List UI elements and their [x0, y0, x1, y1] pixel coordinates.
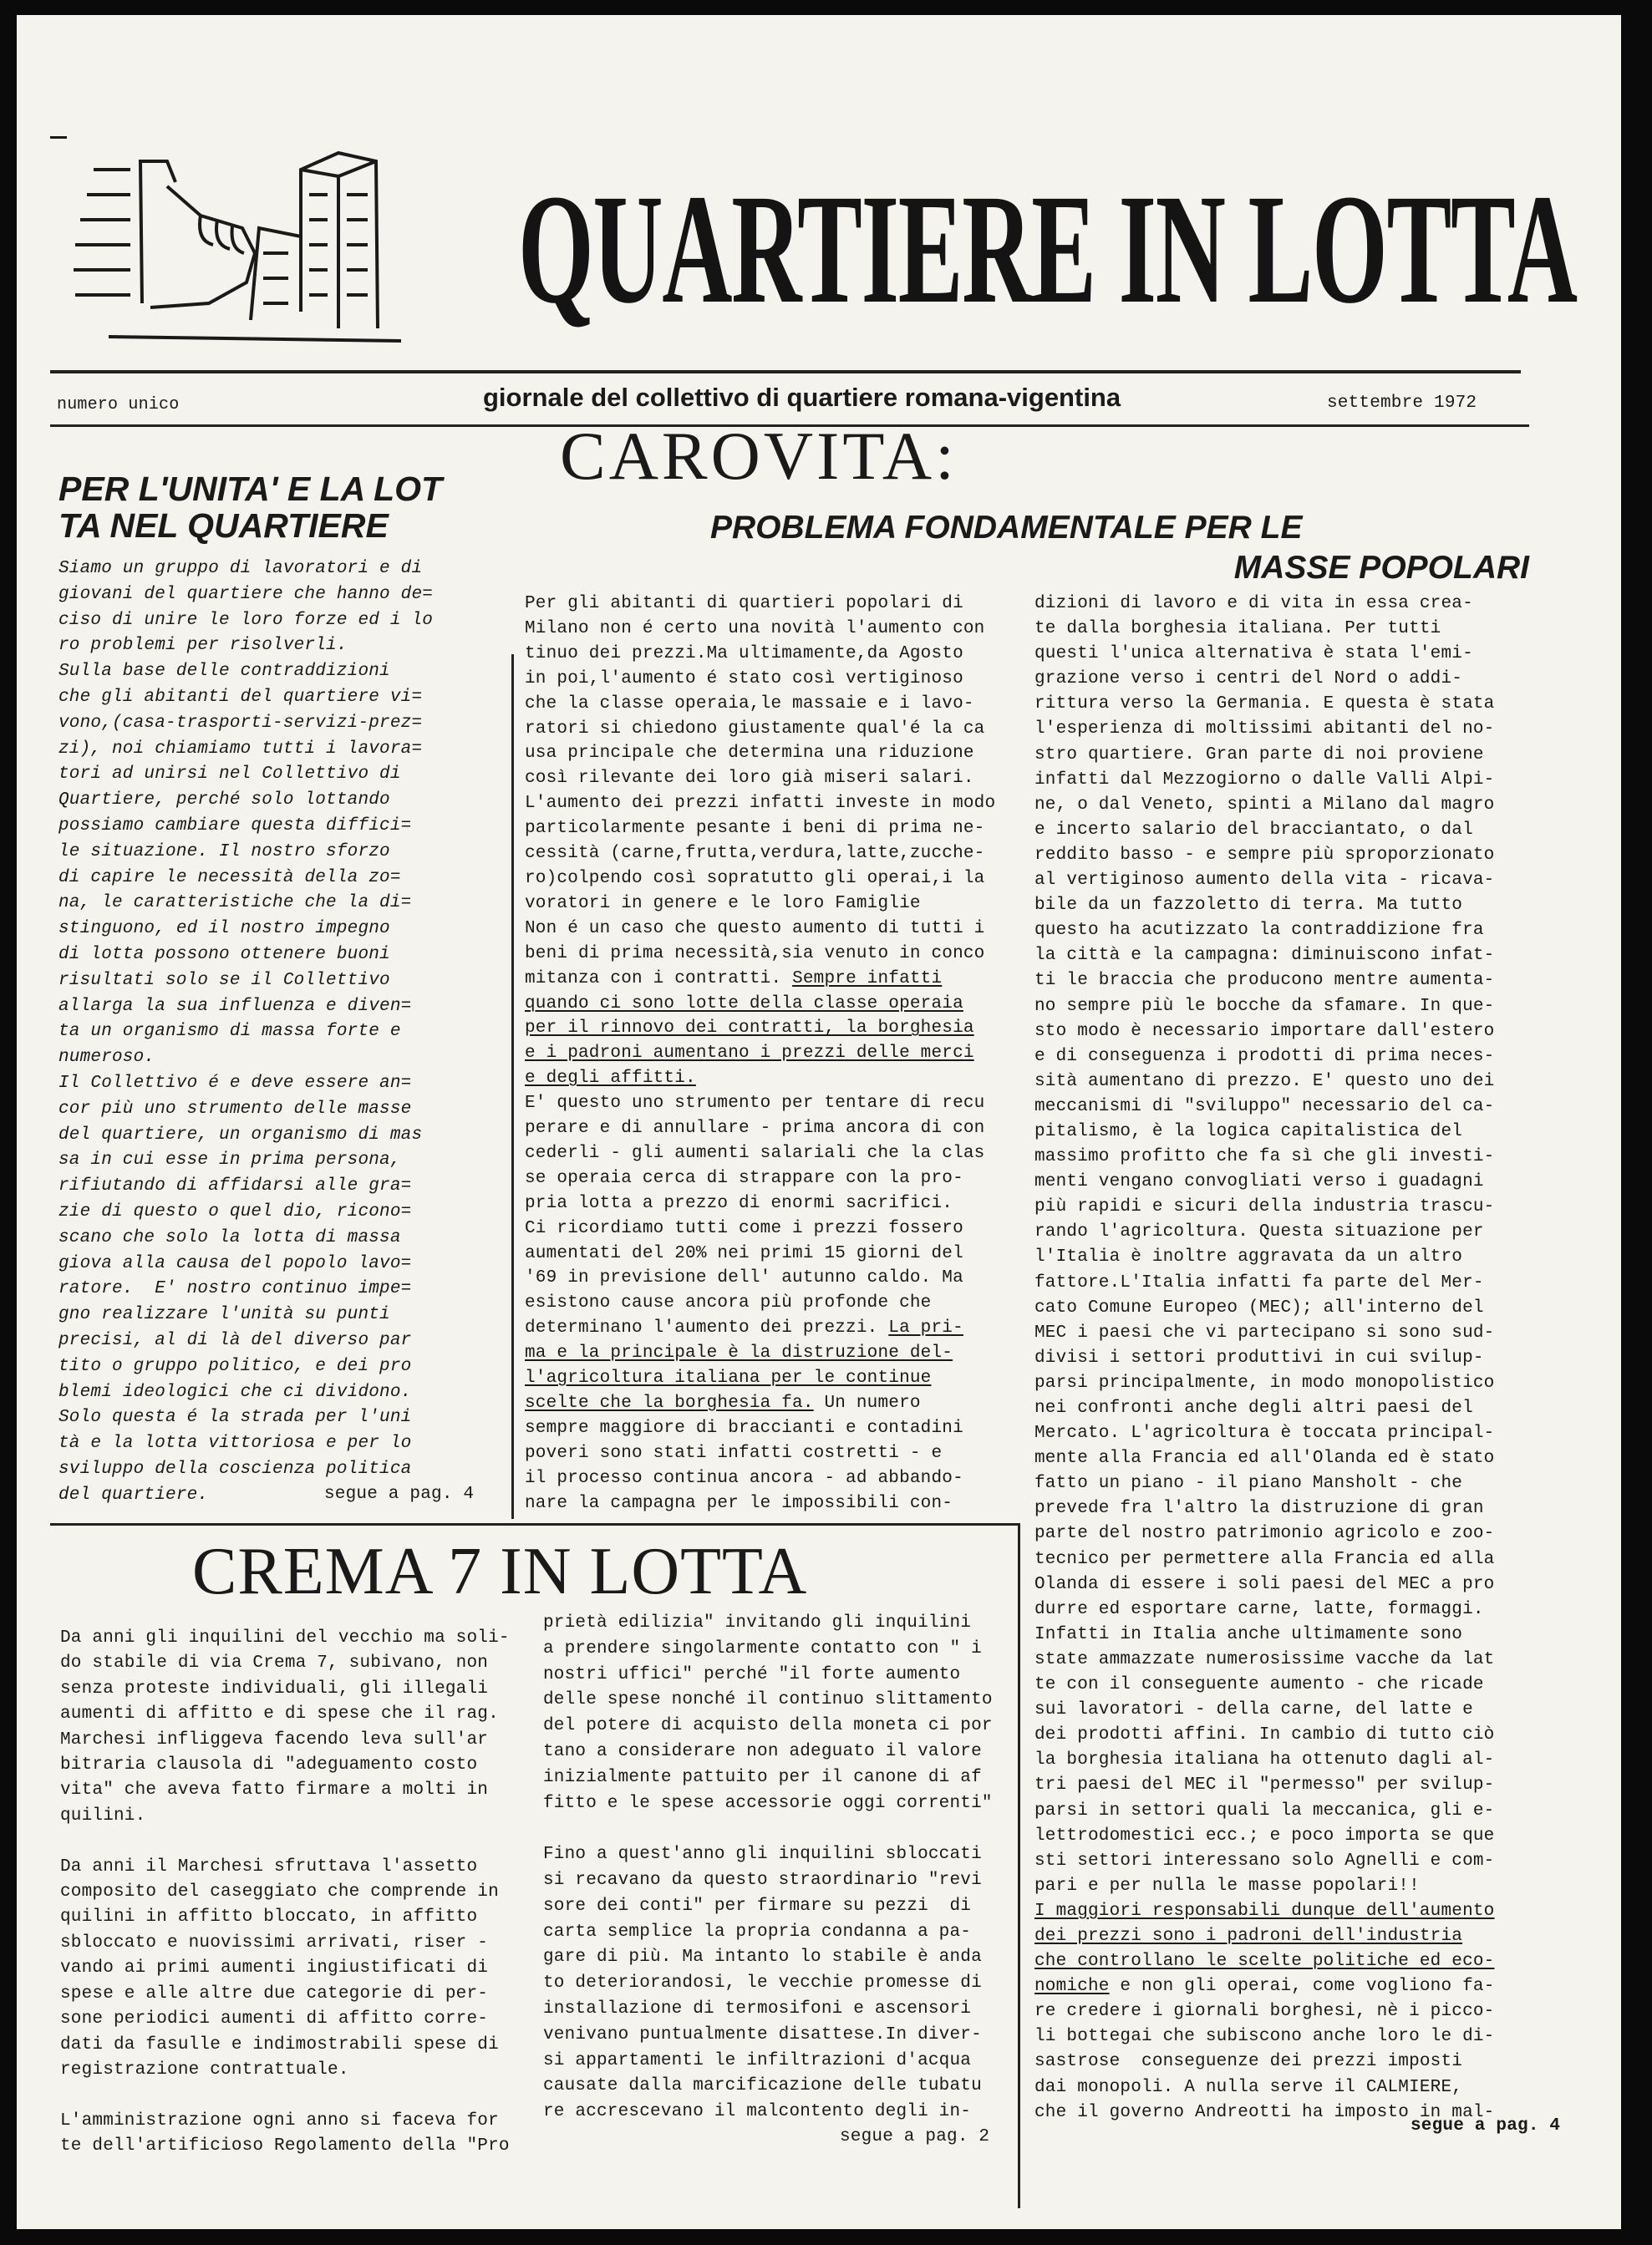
carovita-col2-highlight: I maggiori responsabili dunque dell'aumento dei prezzi sono i padroni dell'industria che controllano le scelte politiche ed eco- nomiche	[1034, 1901, 1495, 1997]
column-divider-left	[511, 654, 514, 1519]
fist-and-buildings-icon	[50, 136, 418, 370]
unity-headline-line1: PER L'UNITA' E LA LOT	[58, 470, 443, 508]
crema-continued: segue a pag. 2	[840, 2127, 990, 2146]
carovita-col2-text-a: dizioni di lavoro e di vita in essa crea- te dalla borghesia italiana. Per tutti questi l'unica alternativa è stata l'emi- grazione verso i centri del Nord o addi- rittura verso la Germania. E questa è stata l'esperienza di moltissimi abitanti del no- stro quartiere. Gran parte di noi proviene infatti dal Mezzogiorno o dalle Valli Alpi- ne, o dal Veneto, spinti a Milano dal magro e incerto salario del bracciantato, o dal reddito basso - e sempre più sproporzionato al vertiginoso aumento della vita - ricava- bile da un fazzoletto di terra. Ma tutto questo ha acutizzato la contraddizione fra la città e la campagna: diminuiscono infat- ti le braccia che producono mentre aumenta- no sempre più le bocche da sfamare. In que- sto modo è necessario importare dall'estero e di conseguenza i prodotti di prima neces- sità aumentano di prezzo. E' questo uno dei meccanismi di "sviluppo" necessario del ca- pitalismo, è la logica capitalistica del massimo profitto che fa sì che gli investi- menti vengano convogliati verso i guadagni più rapidi e sicuri della industria trascu- rando l'agricoltura. Questa situazione per l'Italia è inoltre aggravata da un altro fattore.L'Italia infatti fa parte del Mer- cato Comune Europeo (MEC); all'interno del MEC i paesi che vi partecipano si sono sud- divisi i settori produttivi in cui svilup- parsi principalmente, in modo monopolistico nei confronti anche degli altri paesi del Mercato. L'agricoltura è toccata principal- mente alla Francia ed all'Olanda ed è stato fatto un piano - il piano Mansholt - che prevede fra l'altro la distruzione di gran parte del nostro patrimonio agricolo e zoo- tecnico per permettere alla Francia ed alla Olanda di essere i soli paesi del MEC a pro durre ed esportare carne, latte, formaggi. Infatti in Italia anche ultimamente sono state ammazzate numerosissime vacche da lat te con il conseguente aumento - che ricade sui lavoratori - della carne, del latte e dei prodotti affini. In cambio di tutto ciò la borghesia italiana ha ottenuto dagli al- tri paesi del MEC il "permesso" per svilup- parsi in settori quali la meccanica, gli e- lettrodomestici ecc.; e poco importa se que sti settori interessano solo Agnelli e com- pari e per nulla le masse popolari!!	[1034, 594, 1495, 1896]
masthead-rule	[50, 370, 1521, 373]
carovita-col1-highlight-2: La pri- ma e la principale è la distruzione del- l'agricoltura italiana per le continue scelte che la borghesia fa.	[525, 1318, 963, 1413]
column-divider-right	[1018, 1523, 1020, 2208]
newspaper-page	[17, 15, 1621, 2229]
carovita-col1-text-a: Per gli abitanti di quartieri popolari di Milano non é certo una novità l'aumento con tinuo dei prezzi.Ma ultimamente,da Agosto in poi,l'aumento é stato così vertiginoso che la classe operaia,le massaie e i lavo- ratori si chiedono giustamente qual'é la ca usa principale che determina una riduzione così rilevante dei loro già miseri salari. L'aumento dei prezzi infatti investe in modo particolarmente pesante i beni di prima ne- cessità (carne,frutta,verdura,latte,zucche- ro)colpendo così sopratutto gli operai,i la voratori in genere e le loro Famiglie Non é un caso che questo aumento di tutti i beni di prima necessità,sia venuto in conco mitanza con i contratti.	[525, 594, 996, 988]
carovita-column-1	[525, 592, 1018, 1516]
issue-date: settembre 1972	[1327, 394, 1477, 413]
unity-continued: segue a pag. 4	[324, 1485, 475, 1504]
unity-article-body: Siamo un gruppo di lavoratori e di giovani del quartiere che hanno de= ciso di unire le loro forze ed i lo ro problemi per risolverli. Sulla base delle contraddizioni che gli abitanti del quartiere vi= vono,(casa-trasporti-servizi-prez= zi), noi chiamiamo tutti i lavora= tori ad unirsi nel Collettivo di Quartiere, perché solo lottando possiamo cambiare questa diffici= le situazione. Il nostro sforzo di capire le necessità della zo= na, le caratteristiche che la di= stinguono, ed il nostro impegno di lotta possono ottenere buoni risultati solo se il Collettivo allarga la sua influenza e diven= ta un organismo di massa forte e numeroso. Il Collettivo é e deve essere an= cor più uno strumento delle masse del quartiere, un organismo di mas sa in cui esse in prima persona, rifiutando di affidarsi alle gra= zie di questo o quel dio, ricono= scano che solo la lotta di massa giova alla causa del popolo lavo= ratore. E' nostro continuo impe= gno realizzare l'unità su punti precisi, al di là del diverso par tito o gruppo politico, e dei pro blemi ideologici che ci dividono. Solo questa é la strada per l'uni tà e la lotta vittoriosa e per lo sviluppo della coscienza politica del quartiere.	[58, 559, 434, 1505]
carovita-col1-text-c: Un numero sempre maggiore di braccianti e contadini poveri sono stati infatti costretti - e il processo continua ancora - ad abbando- nare la campagna per le impossibili con-	[525, 1394, 963, 1513]
carovita-headline: CAROVITA:	[560, 418, 958, 494]
unity-headline	[58, 470, 560, 544]
crema-top-rule	[50, 1523, 1019, 1526]
crema-headline: CREMA 7 IN LOTTA	[192, 1535, 808, 1608]
crema-column-2: prietà edilizia" invitando gli inquilini a prendere singolarmente contatto con " i nostri uffici" perché "il forte aumento delle spese nonché il continuo slittamento del potere di acquisto della moneta ci por tano a considerare non adeguato il valore inizialmente pattuito per il canone di af fitto e le spese accessorie oggi correnti" Fino a quest'anno gli inquilini sbloccati si recavano da questo straordinario "revi sore dei conti" per firmare su pezzi di carta semplice la propria condanna a pa- gare di più. Ma intanto lo stabile è anda to deteriorandosi, le vecchie promesse di installazione di termosifoni e ascensori venivano puntualmente disattese.In diver- si appartamenti le infiltrazioni d'acqua causate dalla marcificazione delle tubatu re accrescevano il malcontento degli in-	[543, 1613, 993, 2122]
unity-headline-line2: TA NEL QUARTIERE	[58, 506, 389, 545]
carovita-subheadline	[710, 508, 1529, 588]
carovita-column-2	[1034, 592, 1536, 2126]
carovita-col2-text-b: e non gli operai, come vogliono fa- re credere i giornali borghesi, nè i picco- li bottegai che subiscono anche loro le di- sastrose conseguenze dei prezzi imposti dai monopoli. A nulla serve il CALMIERE, che il governo Andreotti ha imposto in mal-	[1034, 1977, 1495, 2122]
masthead-title: QUARTIERE IN LOTTA	[518, 161, 1577, 336]
masthead-subtitle: giornale del collettivo di quartiere romana-vigentina	[483, 383, 1121, 412]
issue-note: numero unico	[57, 395, 180, 414]
carovita-col1-text-b: E' questo uno strumento per tentare di recu perare e di annullare - prima ancora di con cederli - gli aumenti salariali che la clas se operaia cerca di strappare con la pro- pria lotta a prezzo di enormi sacrifici. Ci ricordiamo tutti come i prezzi fossero aumentati del 20% nei primi 15 giorni del '69 in previsione dell' autunno caldo. Ma esistono cause ancora più profonde che determinano l'aumento dei prezzi.	[525, 1094, 985, 1338]
carovita-subheadline-line1: PROBLEMA FONDAMENTALE PER LE	[710, 510, 1303, 546]
carovita-col1-highlight-1: Sempre infatti quando ci sono lotte della classe operaia per il rinnovo dei contratti, la borghesia e i padroni aumentano i prezzi delle merci e degli affitti.	[525, 968, 974, 1089]
carovita-continued: segue a pag. 4	[1411, 2116, 1561, 2136]
crema-column-1: Da anni gli inquilini del vecchio ma soli- do stabile di via Crema 7, subivano, non senza proteste individuali, gli illegali aumenti di affitto e di spese che il rag. Marchesi infliggeva facendo leva sull'ar bitraria clausola di "adeguamento costo vita" che aveva fatto firmare a molti in quilini. Da anni il Marchesi sfruttava l'assetto composito del caseggiato che comprende in quilini in affitto bloccato, in affitto sbloccato e nuovissimi arrivati, riser - vando ai primi aumenti ingiustificati di spese e alle altre due categorie di per- sone periodici aumenti di affitto corre- dati da fasulle e indimostrabili spese di registrazione contrattuale. L'amministrazione ogni anno si faceva for te dell'artificioso Regolamento della "Pro	[60, 1628, 510, 2156]
carovita-subheadline-line2: MASSE POPOLARI	[1233, 550, 1529, 586]
